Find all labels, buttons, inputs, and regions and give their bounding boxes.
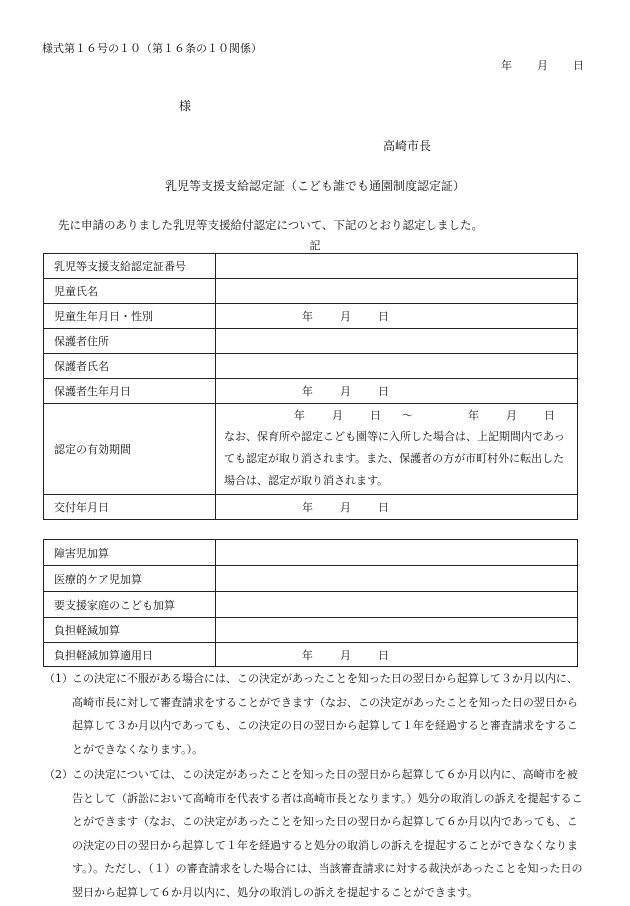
row-label: 負担軽減加算 xyxy=(44,618,216,643)
form-number: 様式第１６号の１０（第１６条の１０関係） xyxy=(42,42,262,55)
row-label: 要支援家庭のこども加算 xyxy=(44,592,216,618)
child-name-field[interactable] xyxy=(216,279,578,304)
guardian-birthdate-field[interactable] xyxy=(216,379,578,404)
table-row xyxy=(44,592,578,618)
ki-heading: 記 xyxy=(309,239,321,252)
certificate-number-field[interactable] xyxy=(216,254,578,279)
intro-text: 先に申請のありました乳児等支援給付認定について、下記のとおり認定しました。 xyxy=(58,218,484,232)
row-label: 児童氏名 xyxy=(44,279,216,304)
day-label: 日 xyxy=(378,385,389,398)
document-title: 乳児等支援支給認定証（こども誰でも通園制度認定証） xyxy=(164,179,465,193)
year-label: 年 xyxy=(302,310,313,323)
addition-table xyxy=(43,539,578,667)
day-label: 日 xyxy=(370,409,381,422)
table-row xyxy=(44,566,578,592)
note-text: この決定については、この決定があったことを知った日の翌日から起算して６か月以内に、高崎市を被告として（訴訟において高崎市を代表する者は高崎市長となります。）処分の取消しの訴えを提起することができます（なお、この決定があったことを知った日の翌日から起算して６か月以内であっても、この決定の日の翌日から起算して１年を経過すると処分の取消しの訴えを提起することができなくなります。）。ただし、（１）の審査請求をした場合には、当該審査請求に対する裁決があったことを知った日の翌日から起算して６か月以内に、処分の取消しの訴えを提起することができます。 xyxy=(72,768,583,899)
row-label: 乳児等支援支給認定証番号 xyxy=(44,254,216,279)
burden-reduction-field[interactable] xyxy=(216,618,578,643)
table-row xyxy=(44,254,578,279)
validity-note: なお、保育所や認定こども園等に入所した場合は、上記期間内であっても認定が取り消されます。また、保護者の方が市町村外に転出した場合は、認定が取り消されます。 xyxy=(224,430,565,487)
table-row xyxy=(44,379,578,404)
table-row xyxy=(44,329,578,354)
certificate-table xyxy=(43,253,578,520)
notes-section xyxy=(44,667,584,906)
burden-reduction-date-field[interactable] xyxy=(216,643,578,667)
day-label: 日 xyxy=(378,310,389,323)
year-label: 年 xyxy=(468,409,479,422)
table-row xyxy=(44,540,578,566)
note-text: この決定に不服がある場合には、この決定があったことを知った日の翌日から起算して３か月以内に、高崎市長に対して審査請求をすることができます（なお、この決定があったことを知った日の翌日から起算して３か月以内であっても、この決定の日の翌日から起算して１年を経過すると審査請求をすることができなくなります。）。 xyxy=(72,672,578,756)
validity-range xyxy=(224,406,571,426)
guardian-name-field[interactable] xyxy=(216,354,578,379)
year-label: 年 xyxy=(294,409,305,422)
issue-date-field[interactable] xyxy=(216,495,578,520)
child-birthdate-field[interactable] xyxy=(216,304,578,329)
row-label: 児童生年月日・性別 xyxy=(44,304,216,329)
note-item xyxy=(44,667,584,761)
row-label: 保護者生年月日 xyxy=(44,379,216,404)
year-label: 年 xyxy=(302,385,313,398)
date-year: 年 xyxy=(501,59,512,72)
table-row xyxy=(44,354,578,379)
validity-period-field[interactable] xyxy=(216,404,578,495)
month-label: 月 xyxy=(340,385,351,398)
note-number: （2） xyxy=(44,768,73,781)
row-label: 保護者住所 xyxy=(44,329,216,354)
table-row xyxy=(44,643,578,667)
month-label: 月 xyxy=(506,409,517,422)
document-date xyxy=(501,57,584,73)
month-label: 月 xyxy=(340,501,351,514)
row-label: 認定の有効期間 xyxy=(44,404,216,495)
table-row xyxy=(44,279,578,304)
row-label: 医療的ケア児加算 xyxy=(44,566,216,592)
note-item xyxy=(44,763,584,904)
day-label: 日 xyxy=(378,648,389,662)
year-label: 年 xyxy=(302,648,313,662)
issuer-name: 高崎市長 xyxy=(383,139,432,153)
support-family-addition-field[interactable] xyxy=(216,592,578,618)
guardian-address-field[interactable] xyxy=(216,329,578,354)
day-label: 日 xyxy=(544,409,555,422)
medical-care-addition-field[interactable] xyxy=(216,566,578,592)
date-day: 日 xyxy=(573,59,584,72)
year-label: 年 xyxy=(302,501,313,514)
table-row xyxy=(44,304,578,329)
table-row xyxy=(44,618,578,643)
table-row xyxy=(44,495,578,520)
row-label: 交付年月日 xyxy=(44,495,216,520)
row-label: 障害児加算 xyxy=(44,540,216,566)
disability-addition-field[interactable] xyxy=(216,540,578,566)
addressee-suffix: 様 xyxy=(179,99,192,113)
month-label: 月 xyxy=(340,648,351,662)
date-month: 月 xyxy=(537,59,548,72)
month-label: 月 xyxy=(332,409,343,422)
row-label: 負担軽減加算適用日 xyxy=(44,643,216,667)
note-number: （1） xyxy=(44,672,73,685)
table-row xyxy=(44,404,578,495)
tilde-separator: ～ xyxy=(402,409,413,422)
day-label: 日 xyxy=(378,501,389,514)
row-label: 保護者氏名 xyxy=(44,354,216,379)
month-label: 月 xyxy=(340,310,351,323)
